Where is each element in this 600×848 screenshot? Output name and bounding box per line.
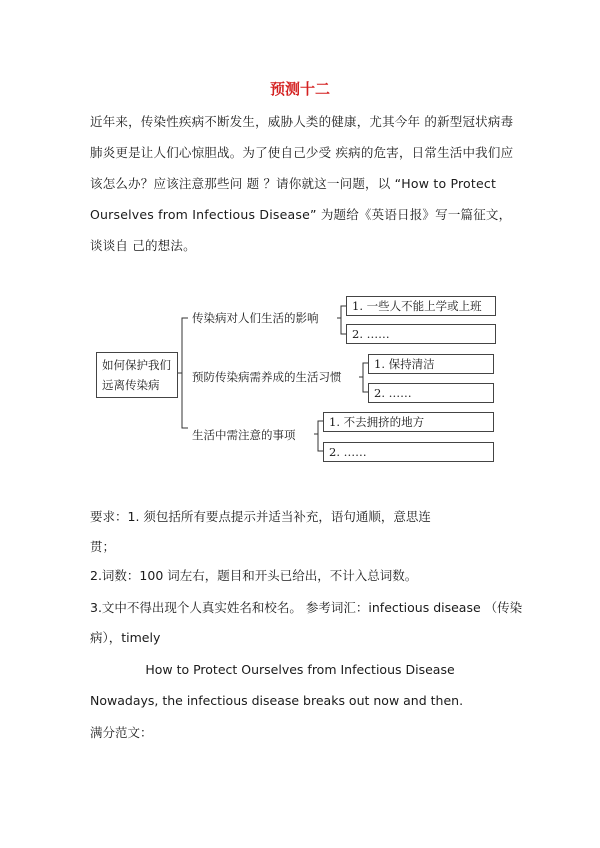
branch-1-item-1: 1. 一些人不能上学或上班 xyxy=(346,296,496,316)
model-essay-label: 满分范文： xyxy=(90,725,153,740)
branch-2-item-1: 1. 保持清洁 xyxy=(368,354,494,374)
diagram-root-label: 如何保护我们远离传染病 xyxy=(102,358,171,392)
requirement-3: 3.文中不得出现个人真实姓名和校名。 参考词汇：infectious disease （传染 xyxy=(90,600,523,615)
requirement-3-continued: 病），timely xyxy=(90,630,161,645)
requirement-2: 2.词数：100 词左右，题目和开头已给出，不计入总词数。 xyxy=(90,568,418,583)
branch-1-item-2: 2. …… xyxy=(346,324,496,344)
requirement-1-continued: 贯； xyxy=(90,539,116,554)
prompt-paragraph: 近年来，传染性疾病不断发生，威胁人类的健康，尤其今年 的新型冠状病毒肺炎更是让人们心惊胆战。为了使自己少受 疾病的危害，日常生活中我们应该怎么办？应该注意那些问 题 ？请你就这一问题，以 “How to Protect Ourselves from Infectious Disease” 为题给《英语日报》写一篇征文，谈谈自 己的想法。 xyxy=(90,114,514,253)
branch-3-label: 生活中需注意的事项 xyxy=(192,428,296,442)
page-title: 预测十二 xyxy=(269,80,330,98)
branch-1-label: 传染病对人们生活的影响 xyxy=(192,311,319,325)
branch-2-label: 预防传染病需养成的生活习惯 xyxy=(192,370,342,384)
essay-title: How to Protect Ourselves from Infectious Disease xyxy=(145,662,455,677)
mind-map-diagram xyxy=(90,288,500,468)
branch-2-item-2: 2. …… xyxy=(368,383,494,403)
requirement-1: 要求：1. 须包括所有要点提示并适当补充，语句通顺，意思连 xyxy=(90,509,431,524)
diagram-root xyxy=(96,352,178,398)
essay-opening: Nowadays, the infectious disease breaks out now and then. xyxy=(90,693,464,708)
branch-3-item-1: 1. 不去拥挤的地方 xyxy=(323,412,494,432)
branch-3-item-2: 2. …… xyxy=(323,442,494,462)
